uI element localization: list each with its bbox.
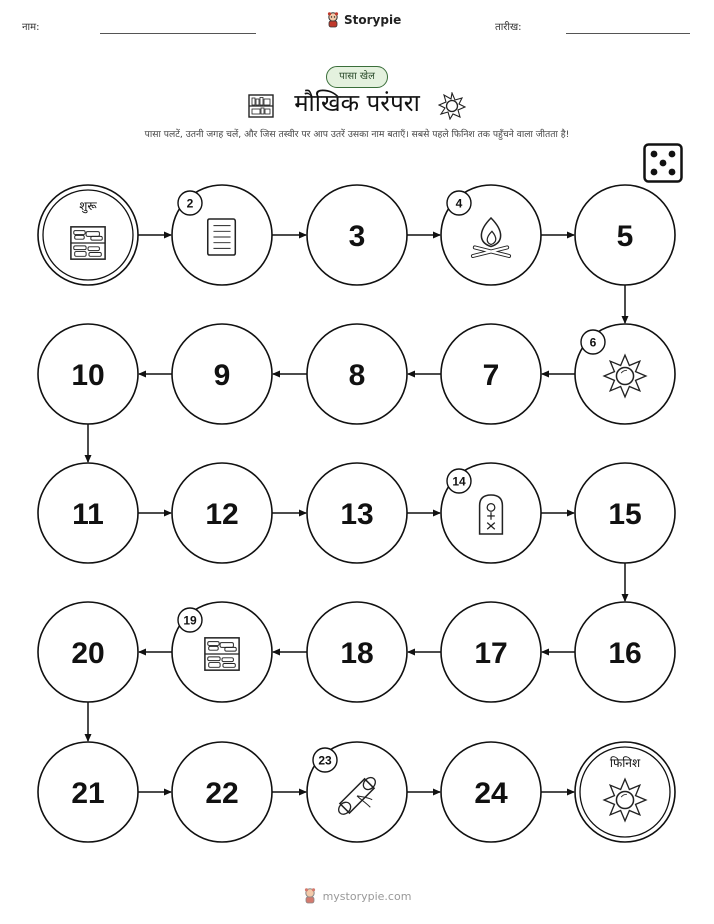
page-title: मौखिक परंपरा (294, 89, 420, 117)
board-space-1 (38, 185, 138, 285)
space-number: 5 (616, 220, 634, 253)
space-number: 11 (72, 498, 104, 531)
footer-url: mystorypie.com (322, 889, 412, 903)
space-number: 16 (608, 637, 642, 670)
board-space-7 (441, 324, 541, 424)
board-space-8 (307, 324, 407, 424)
date-label: तारीख: (495, 22, 522, 33)
board-space-17 (441, 602, 541, 702)
name-label: नाम: (22, 22, 40, 33)
space-number: 3 (348, 220, 366, 253)
space-number: 17 (474, 637, 508, 670)
board-space-2 (172, 185, 272, 285)
board-space-11 (38, 463, 138, 563)
board-space-16 (575, 602, 675, 702)
space-number: 9 (213, 359, 231, 392)
board-space-19 (172, 602, 272, 702)
space-number: 15 (608, 498, 642, 531)
board-space-5 (575, 185, 675, 285)
board-space-20 (38, 602, 138, 702)
space-badge-number: 6 (589, 335, 597, 350)
board-space-15 (575, 463, 675, 563)
start-label: शुरू (79, 199, 97, 213)
board-space-13 (307, 463, 407, 563)
space-badge-number: 23 (318, 753, 332, 768)
board-space-24 (441, 742, 541, 842)
board-space-3 (307, 185, 407, 285)
footer (0, 888, 714, 904)
board-space-18 (307, 602, 407, 702)
board-space-6 (575, 324, 675, 424)
space-number: 24 (474, 777, 508, 810)
finish-label: फिनिश (609, 756, 641, 770)
space-badge-number: 19 (183, 613, 197, 628)
game-type-badge: पासा खेल (326, 66, 388, 88)
board-space-21 (38, 742, 138, 842)
space-number: 7 (482, 359, 500, 392)
space-number: 12 (205, 498, 239, 531)
space-badge-number: 14 (452, 474, 466, 489)
board-space-14 (441, 463, 541, 563)
board-space-25 (575, 742, 675, 842)
space-number: 21 (71, 777, 105, 810)
space-number: 20 (71, 637, 105, 670)
board-space-9 (172, 324, 272, 424)
space-number: 13 (340, 498, 374, 531)
board-space-22 (172, 742, 272, 842)
board-space-4 (441, 185, 541, 285)
board-space-10 (38, 324, 138, 424)
instructions-text: पासा पलटें, उतनी जगह चलें, और जिस तस्वीर पर आप उतरें उसका नाम बताएँ। सबसे पहले फिनिश तक पहुँचने वाला जीतता है! (144, 129, 570, 140)
space-number: 18 (340, 637, 374, 670)
board-space-23 (307, 742, 407, 842)
space-number: 10 (71, 359, 105, 392)
board-space-12 (172, 463, 272, 563)
brand-name: Storypie (344, 13, 402, 27)
space-number: 8 (348, 359, 366, 392)
space-number: 22 (205, 777, 239, 810)
space-badge-number: 4 (455, 196, 463, 211)
mascot-icon (303, 888, 317, 904)
space-badge-number: 2 (186, 196, 194, 211)
